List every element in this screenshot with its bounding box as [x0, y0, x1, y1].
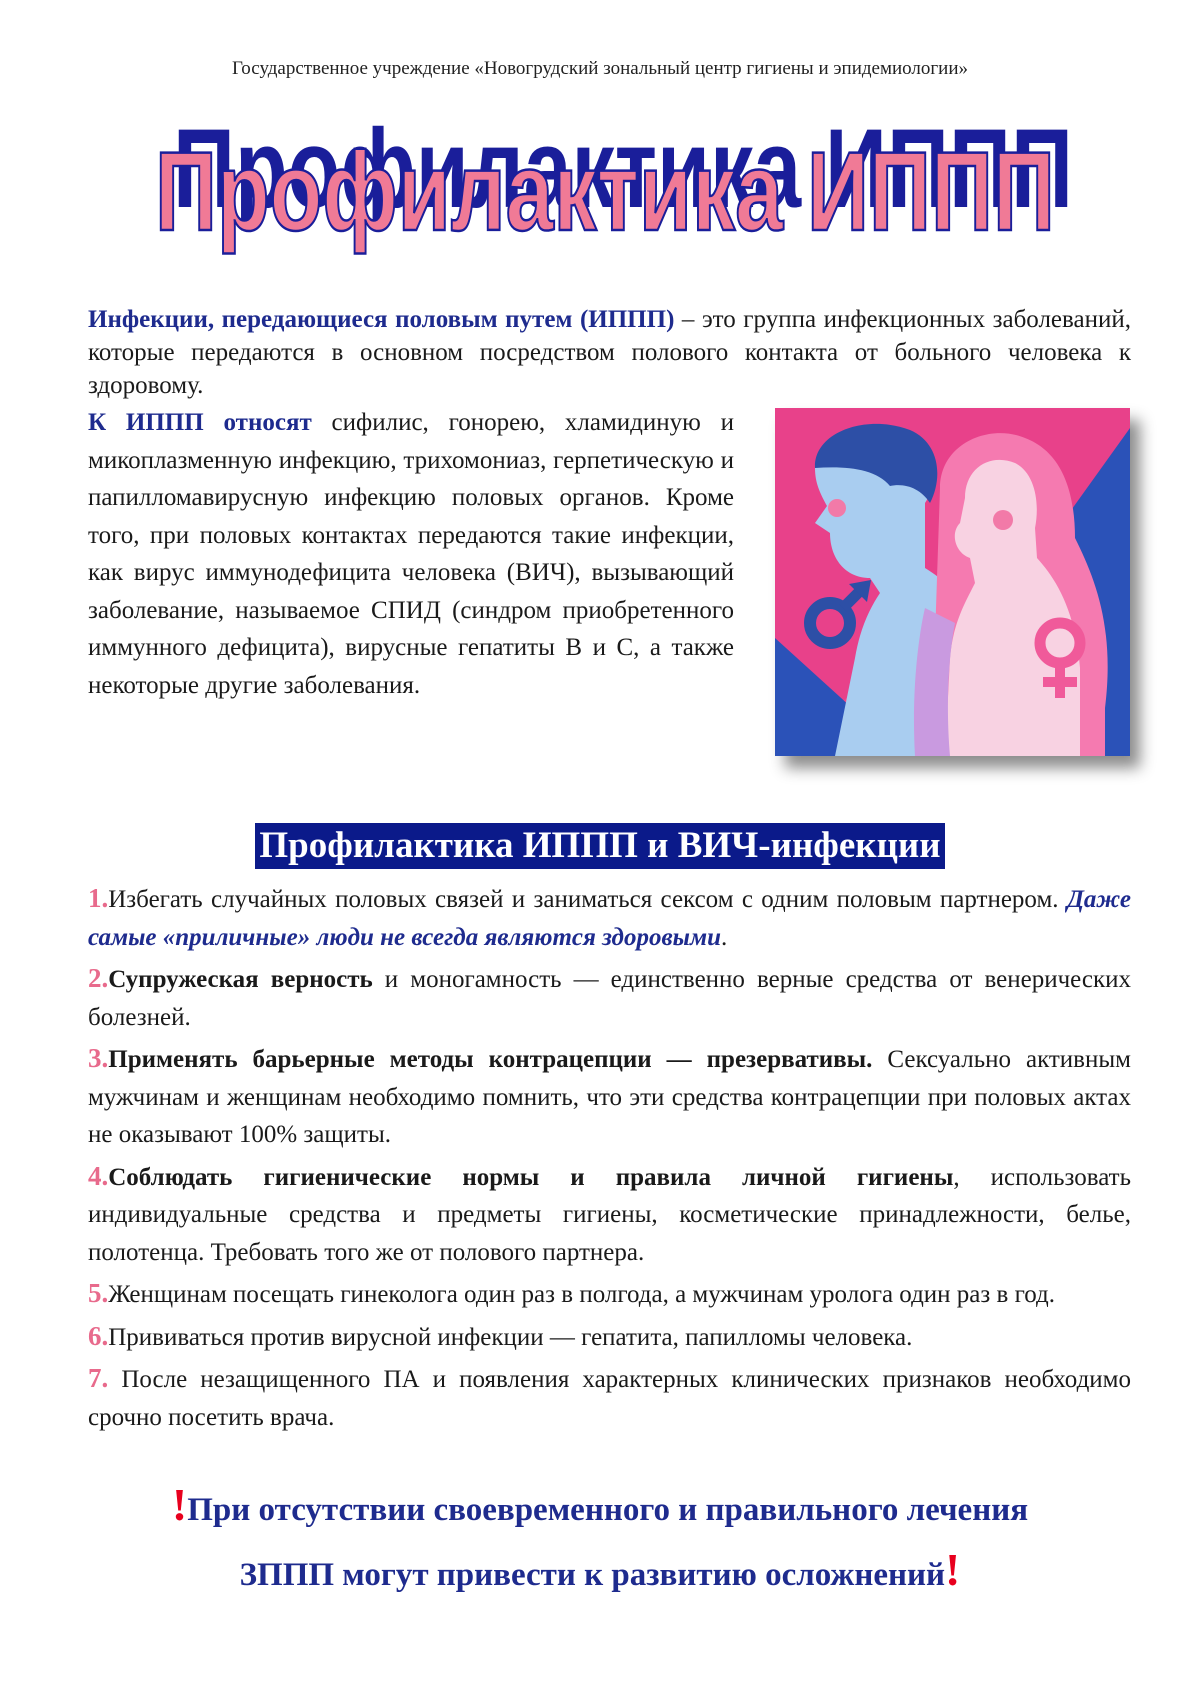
list-item	[88, 1158, 1131, 1272]
organization-name: Государственное учреждение «Новогрудский зональный центр гигиены и эпидемиологии»	[231, 58, 969, 79]
item-number: 3.	[88, 1043, 109, 1073]
couple-illustration	[775, 408, 1130, 756]
warning-text-1: При отсутствии своевременного и правильного лечения	[187, 1492, 1029, 1528]
includes-lead: К ИППП относят	[88, 409, 312, 436]
intro-paragraph	[88, 303, 1131, 402]
title-shadow: Профилактика ИППП	[173, 118, 1073, 231]
item-emphasis: Даже самые «приличные» люди не всегда являются здоровыми	[88, 886, 1131, 951]
title-text: Профилактика ИППП	[155, 129, 1055, 254]
item-text: и моногамность — единственно верные средства от венерических болезней.	[88, 966, 1131, 1031]
warning-line-2	[0, 1543, 1200, 1596]
item-text: Сексуально активным мужчинам и женщинам необходимо помнить, что эти средства контрацепции при половых актах не оказывают 100% защиты.	[88, 1046, 1131, 1148]
title-banner	[105, 118, 1115, 268]
item-text: После незащищенного ПА и появления характерных клинических признаков необходимо срочно посетить врача.	[88, 1366, 1131, 1431]
item-number: 6.	[88, 1320, 109, 1351]
item-number: 2.	[88, 963, 109, 993]
item-text: Женщинам посещать гинеколога один раз в полгода, а мужчинам уролога один раз в год.	[108, 1281, 1055, 1308]
item-number: 4.	[88, 1160, 109, 1191]
title-wordart	[105, 118, 1115, 268]
intro-term: Инфекции, передающиеся половым путем (ИППП)	[88, 306, 675, 333]
item-number: 5.	[88, 1278, 109, 1308]
item-bold: Супружеская верность	[108, 966, 373, 993]
includes-paragraph	[88, 404, 734, 704]
exclamation-mark: !	[171, 1479, 188, 1530]
includes-text: сифилис, гонорею, хламидиную и микоплазменную инфекцию, трихомониаз, герпетическую и папилломавирусную инфекцию половых органов. Кроме того, при половых контактах передаются такие инфекции, как вирус иммунодефицита человека (ВИЧ), вызывающий заболевание, называемое СПИД (синдром приобретенного иммунного дефицита), вирусные гепатиты В и С, а также некоторые другие заболевания.	[88, 409, 734, 699]
exclamation-mark: !	[945, 1544, 961, 1595]
list-item	[88, 880, 1131, 956]
item-text: Избегать случайных половых связей и заниматься сексом с одним половым партнером.	[108, 886, 1067, 913]
list-item	[88, 960, 1131, 1036]
intro-definition: – это группа инфекционных заболеваний, которые передаются в основном посредством полового контакта от больного человека к здоровому.	[88, 306, 1131, 399]
list-item	[88, 1318, 1131, 1357]
section-heading	[0, 823, 1200, 869]
item-number: 1.	[88, 883, 109, 913]
item-tail: .	[721, 923, 728, 951]
prevention-list	[88, 880, 1131, 1440]
item-number: 7.	[88, 1363, 109, 1393]
list-item	[88, 1040, 1131, 1154]
item-text: Прививаться против вирусной инфекции — гепатита, папилломы человека.	[108, 1323, 913, 1351]
warning-text-2: ЗППП могут привести к развитию осложнений	[239, 1557, 946, 1593]
list-item	[88, 1275, 1131, 1314]
item-bold: Соблюдать гигиенические нормы и правила личной гигиены	[108, 1163, 954, 1191]
section-heading-text: Профилактика ИППП и ВИЧ-инфекции	[255, 823, 944, 869]
warning-line-1	[0, 1478, 1200, 1531]
item-text: , использовать индивидуальные средства и предметы гигиены, косметические принадлежности, белье, полотенца. Требовать того же от полового партнера.	[88, 1163, 1131, 1266]
list-item	[88, 1360, 1131, 1436]
item-bold: Применять барьерные методы контрацепции — презервативы.	[108, 1046, 873, 1073]
